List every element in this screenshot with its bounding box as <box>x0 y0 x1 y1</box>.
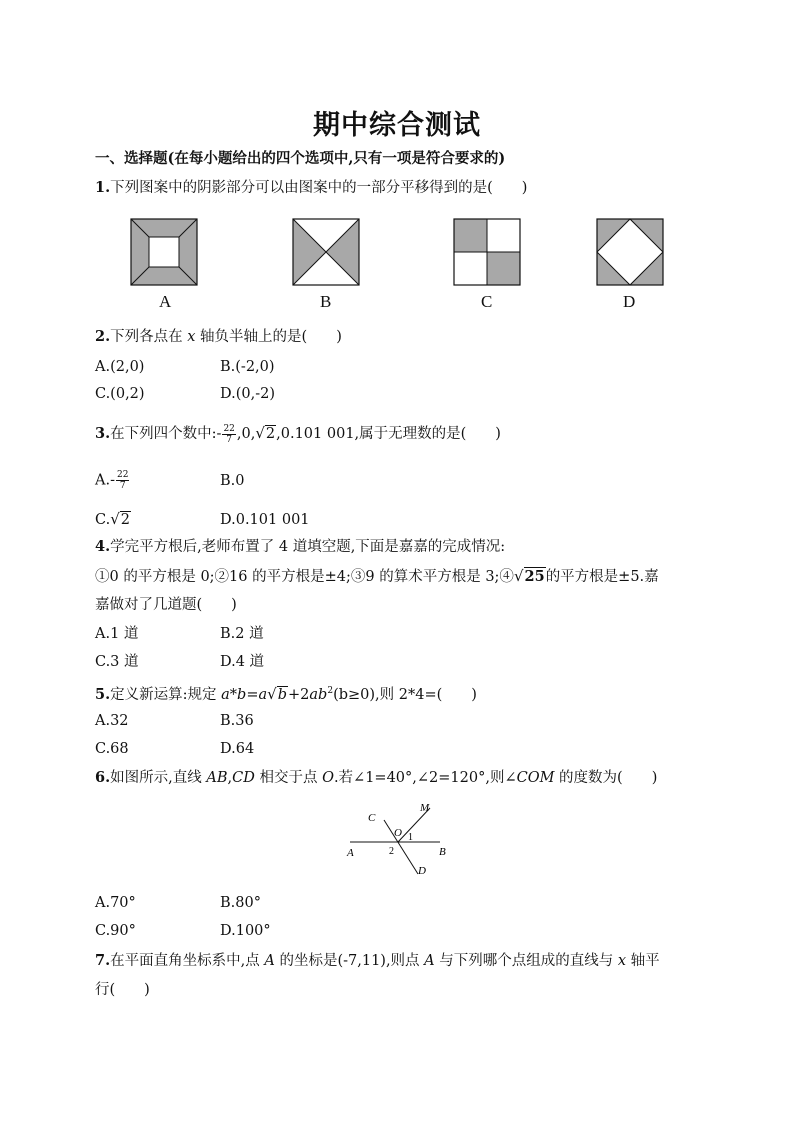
question-text: 在平面直角坐标系中,点 <box>110 953 265 969</box>
point-o: O <box>322 770 334 786</box>
question-text: (b≥0),则 2*4=( ) <box>333 686 477 703</box>
square-root: √b <box>267 684 288 703</box>
option-d[interactable]: D.4 道 <box>220 654 265 670</box>
option-b[interactable]: B.36 <box>220 713 254 729</box>
option-a[interactable]: A.(2,0) <box>95 359 145 375</box>
question-text: 在下列四个数中:- <box>110 426 222 442</box>
question-number: 6. <box>95 769 111 786</box>
question-number: 3. <box>95 425 111 442</box>
fraction-numerator: 22 <box>116 470 129 480</box>
question-3 <box>95 423 501 445</box>
option-c[interactable]: C.68 <box>95 741 129 757</box>
question-number: 1. <box>95 179 111 196</box>
option-c[interactable]: C.3 道 <box>95 654 139 670</box>
figure-label-c: C <box>481 292 493 311</box>
figure-label-b: B <box>320 292 332 311</box>
option-d[interactable]: D.100° <box>220 923 271 939</box>
question-text: 定义新运算:规定 <box>110 686 222 703</box>
question-text: 下列各点在 <box>110 329 188 345</box>
section-heading: 一、选择题(在每小题给出的四个选项中,只有一项是符合要求的) <box>95 150 506 167</box>
option-d[interactable]: D.(0,-2) <box>220 386 275 402</box>
option-a[interactable]: A.1 道 <box>95 626 139 642</box>
question-text: 轴平 <box>626 953 660 969</box>
figure-c <box>453 218 523 288</box>
question-text: 与下列哪个点组成的直线与 <box>434 953 618 969</box>
variable-b: b <box>237 686 247 703</box>
option-b[interactable]: B.(-2,0) <box>220 359 275 375</box>
operator: * <box>229 686 238 703</box>
line-ab: AB <box>206 770 228 786</box>
question-7 <box>95 951 660 971</box>
label-d: D <box>418 865 426 877</box>
option-a[interactable] <box>95 470 130 491</box>
question-6 <box>95 768 657 788</box>
radicand: 25 <box>524 568 545 585</box>
exponent: 2 <box>327 686 334 696</box>
page-title: 期中综合测试 <box>313 110 481 141</box>
square-root: √2 <box>110 510 130 528</box>
option-b[interactable]: B.2 道 <box>220 626 264 642</box>
question-text: .若∠1=40°,∠2=120°,则∠ <box>333 770 517 786</box>
option-c[interactable]: C.90° <box>95 923 136 939</box>
fraction <box>116 470 129 491</box>
question-5 <box>95 681 477 705</box>
question-number: 2. <box>95 328 111 345</box>
fraction <box>222 424 235 445</box>
variable-x: x <box>187 329 196 345</box>
variable-x: x <box>617 953 627 969</box>
figure-label-a: A <box>159 292 172 311</box>
question-2 <box>95 327 342 347</box>
question-text: 轴负半轴上的是( ) <box>195 329 342 345</box>
option-label: A.- <box>95 472 115 489</box>
option-d[interactable]: D.0.101 001 <box>220 512 310 528</box>
option-d[interactable]: D.64 <box>220 741 255 757</box>
label-b: B <box>439 846 446 858</box>
option-a[interactable]: A.70° <box>95 895 136 911</box>
label-o: O <box>394 827 402 839</box>
question-text: 的平方根是±5.嘉 <box>545 569 659 585</box>
question-text: 下列图案中的阴影部分可以由图案中的一部分平移得到的是( ) <box>110 180 528 196</box>
angle-com: COM <box>516 770 555 786</box>
question-text: 的坐标是(-7,11),则点 <box>274 953 425 969</box>
variable-ab: ab <box>309 686 328 703</box>
question-4-line-2 <box>95 566 659 587</box>
point-a: A <box>264 953 275 969</box>
fraction-denominator: 7 <box>226 434 233 445</box>
radicand: 2 <box>120 512 130 528</box>
option-label: C. <box>95 512 111 528</box>
fraction-numerator: 22 <box>223 423 235 434</box>
geometry-figure <box>340 798 455 880</box>
operator: = <box>246 686 259 703</box>
question-text: ,0, <box>236 426 256 442</box>
question-1 <box>95 178 527 198</box>
operator: +2 <box>288 686 310 703</box>
label-angle-2: 2 <box>389 846 394 857</box>
variable-a: a <box>221 686 230 703</box>
line-cd: CD <box>232 770 255 786</box>
question-4-line-3: 嘉做对了几道题( ) <box>95 597 237 613</box>
question-text: ,0.101 001,属于无理数的是( ) <box>276 426 501 442</box>
square-root: √25 <box>513 567 545 585</box>
option-c[interactable] <box>95 509 131 530</box>
label-c: C <box>368 812 376 824</box>
question-number: 4. <box>95 538 111 555</box>
question-7-line-2: 行( ) <box>95 982 150 998</box>
label-m: M <box>420 802 430 814</box>
question-text: 如图所示,直线 <box>110 770 207 786</box>
figure-d <box>596 218 666 288</box>
question-4 <box>95 537 505 557</box>
figure-b <box>292 218 362 288</box>
question-text: ①0 的平方根是 0;②16 的平方根是±4;③9 的算术平方根是 3;④ <box>95 569 514 585</box>
question-text: 相交于点 <box>254 770 323 786</box>
radicand: b <box>277 686 288 703</box>
question-text: , <box>227 770 233 786</box>
fraction-denominator: 7 <box>119 481 126 491</box>
label-angle-1: 1 <box>408 832 413 843</box>
option-a[interactable]: A.32 <box>95 713 129 729</box>
option-c[interactable]: C.(0,2) <box>95 386 145 402</box>
label-a: A <box>347 847 354 859</box>
square-root: √2 <box>255 424 276 442</box>
option-b[interactable]: B.80° <box>220 895 261 911</box>
option-b[interactable]: B.0 <box>220 473 245 489</box>
question-text: 学完平方根后,老师布置了 4 道填空题,下面是嘉嘉的完成情况: <box>110 539 506 555</box>
figure-label-d: D <box>623 292 636 311</box>
question-number: 7. <box>95 952 111 969</box>
question-text: 的度数为( ) <box>554 770 658 786</box>
figure-a <box>130 218 200 288</box>
radicand: 2 <box>265 426 276 442</box>
point-a: A <box>424 953 435 969</box>
question-number: 5. <box>95 685 111 703</box>
variable-a: a <box>258 686 268 703</box>
